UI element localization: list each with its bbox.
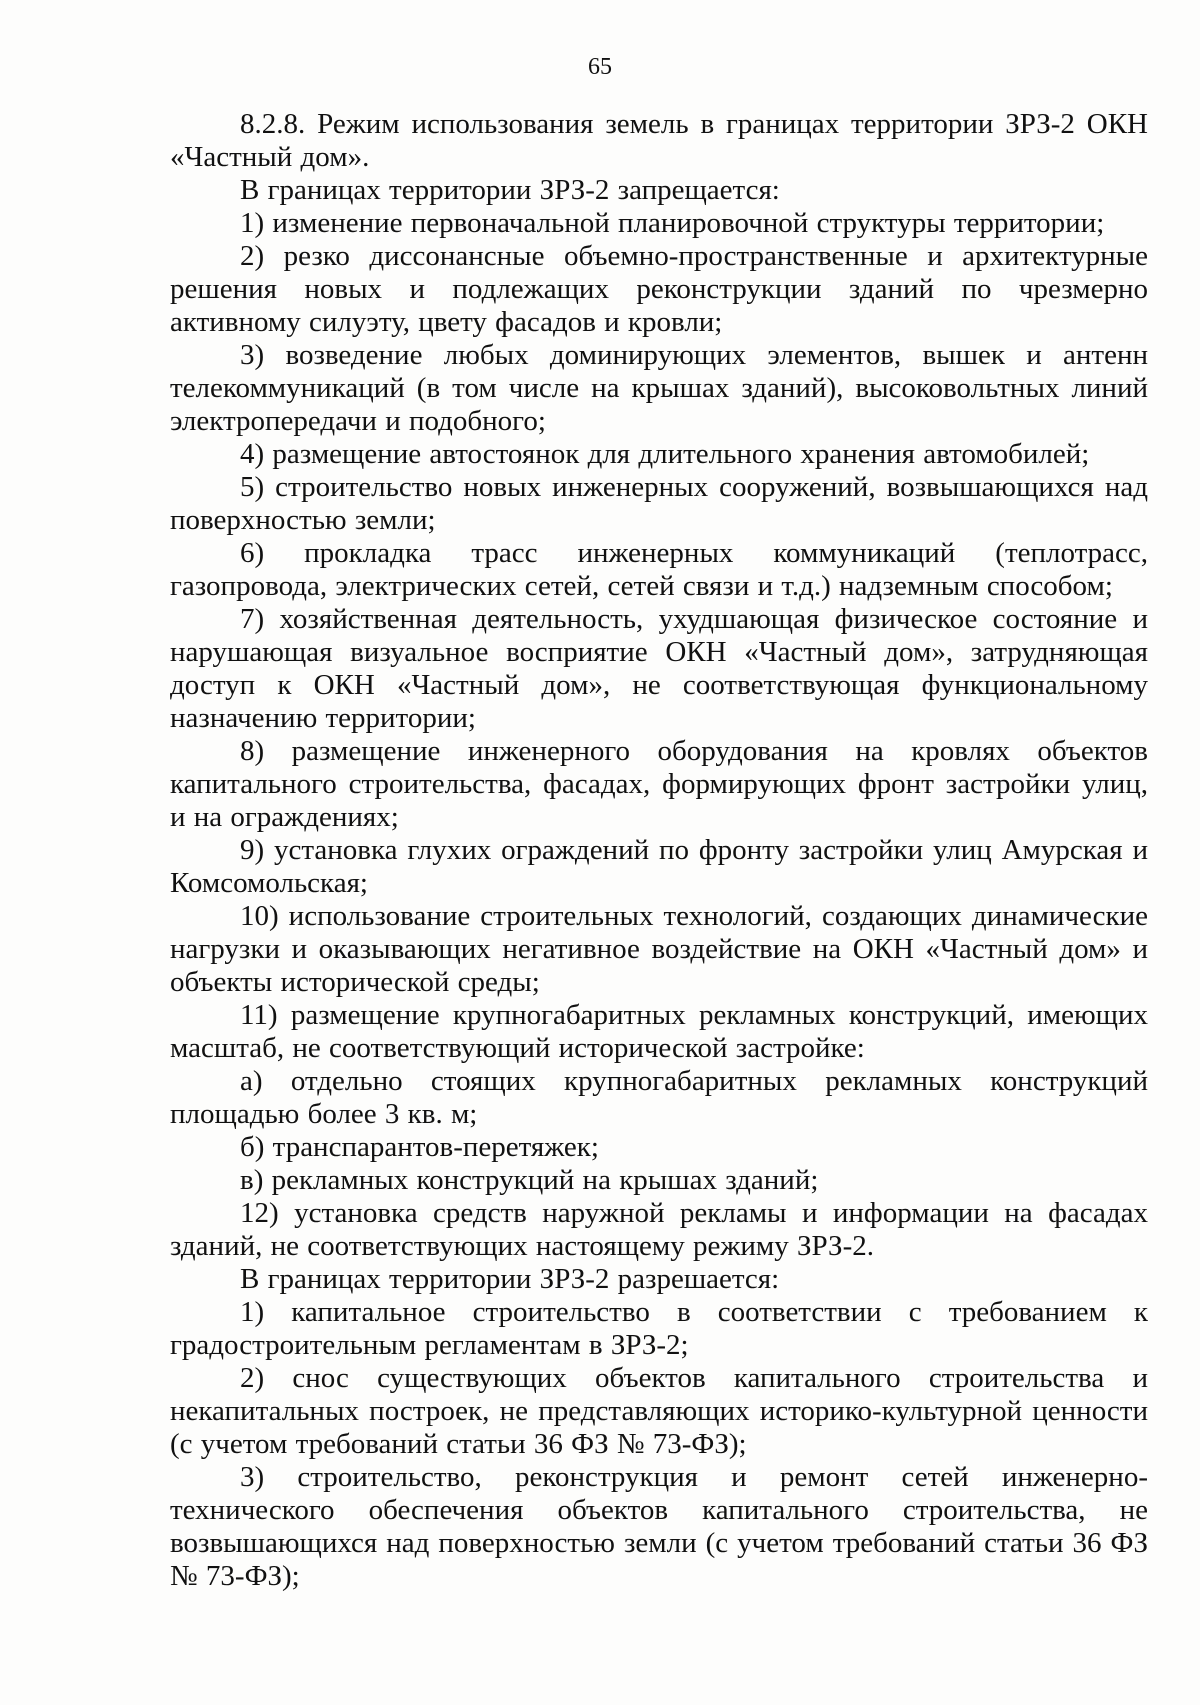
prohibition-item-9: 9) установка глухих ограждений по фронту застройки улиц Амурская и Комсомольская; [170,834,1148,899]
permission-item-3: 3) строительство, реконструкция и ремонт сетей инженерно-технического обеспечения объектов капитального строительства, не возвышающихся над поверхностью земли (с учетом требований статьи 36 ФЗ № 73-ФЗ); [170,1461,1148,1592]
prohibition-item-11: 11) размещение крупногабаритных рекламных конструкций, имеющих масштаб, не соответствующий исторической застройке: [170,999,1148,1064]
paragraph-prohibitions-intro: В границах территории ЗРЗ-2 запрещается: [240,174,780,206]
prohibition-item-6: 6) прокладка трасс инженерных коммуникаций (теплотрасс, газопровода, электрических сетей, сетей связи и т.д.) надземным способом; [170,537,1148,602]
prohibition-subitem-b: б) транспарантов-перетяжек; [240,1131,599,1163]
permission-item-1: 1) капитальное строительство в соответствии с требованием к градостроительным регламентам в ЗРЗ-2; [170,1296,1148,1361]
prohibition-item-1: 1) изменение первоначальной планировочной структуры территории; [240,207,1105,239]
prohibition-subitem-v: в) рекламных конструкций на крышах зданий; [240,1164,819,1196]
prohibition-item-5: 5) строительство новых инженерных сооружений, возвышающихся над поверхностью земли; [170,471,1148,536]
permission-item-2: 2) снос существующих объектов капитального строительства и некапитальных построек, не представляющих историко-культурной ценности (с учетом требований статьи 36 ФЗ № 73-ФЗ); [170,1362,1148,1460]
prohibition-item-3: 3) возведение любых доминирующих элементов, вышек и антенн телекоммуникаций (в том числе на крышах зданий), высоковольтных линий электропередачи и подобного; [170,339,1148,437]
prohibition-item-2: 2) резко диссонансные объемно-пространственные и архитектурные решения новых и подлежащих реконструкции зданий по чрезмерно активному силуэту, цвету фасадов и кровли; [170,240,1148,338]
prohibition-subitem-a: а) отдельно стоящих крупногабаритных рекламных конструкций площадью более 3 кв. м; [170,1065,1148,1130]
prohibition-item-8: 8) размещение инженерного оборудования на кровлях объектов капитального строительства, фасадах, формирующих фронт застройки улиц, и на ограждениях; [170,735,1148,833]
section-heading: 8.2.8. Режим использования земель в границах территории ЗРЗ-2 ОКН «Частный дом». [170,108,1148,173]
document-body [170,108,1148,1593]
prohibition-item-12: 12) установка средств наружной рекламы и информации на фасадах зданий, не соответствующих настоящему режиму ЗРЗ-2. [170,1197,1148,1262]
prohibition-item-4: 4) размещение автостоянок для длительного хранения автомобилей; [240,438,1090,470]
paragraph-permissions-intro: В границах территории ЗРЗ-2 разрешается: [240,1263,780,1295]
prohibition-item-7: 7) хозяйственная деятельность, ухудшающая физическое состояние и нарушающая визуальное восприятие ОКН «Частный дом», затрудняющая доступ к ОКН «Частный дом», не соответствующая функциональному назначению территории; [170,603,1148,734]
prohibition-item-10: 10) использование строительных технологий, создающих динамические нагрузки и оказывающих негативное воздействие на ОКН «Частный дом» и объекты исторической среды; [170,900,1148,998]
page-number: 65 [588,54,612,80]
